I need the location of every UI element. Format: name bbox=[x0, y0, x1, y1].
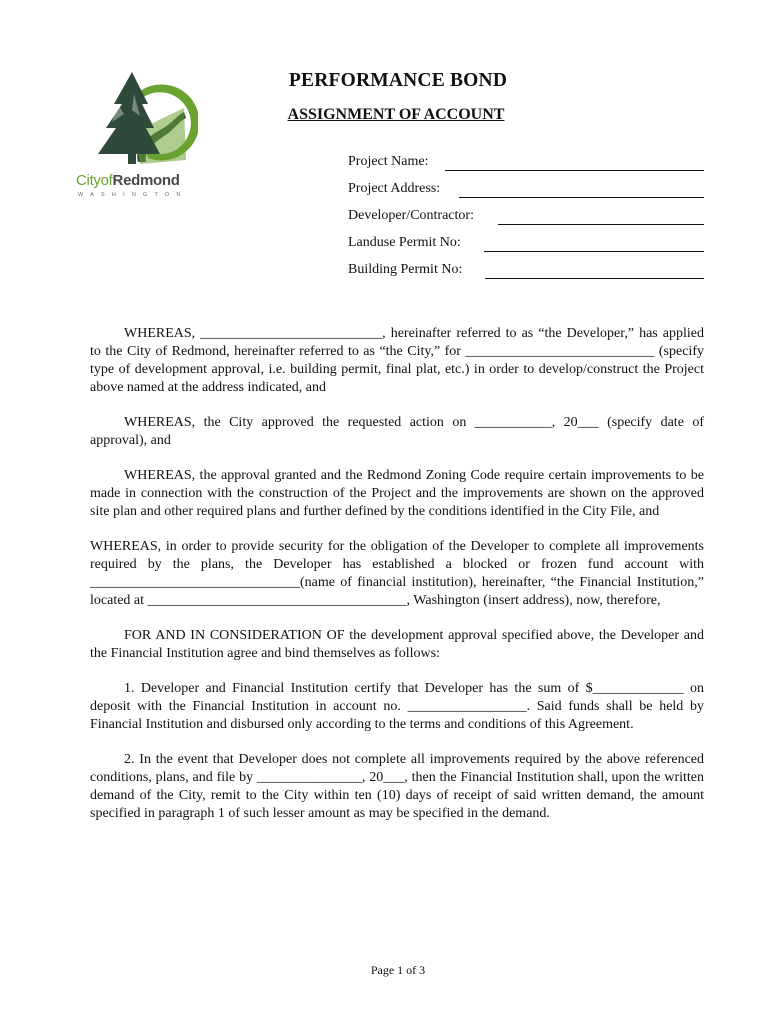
paragraph-whereas-security: WHEREAS, in order to provide security for the obligation of the Developer to complete all improvements required by the plans, the Developer has established a blocked or frozen fund account with ______________________________(name of financial institution), hereinafter, “the Financial Institution,” located at _____________________________________, Washington (insert address), now, therefore, bbox=[90, 539, 704, 608]
paragraph-consideration: FOR AND IN CONSIDERATION OF the development approval specified above, the Developer and the Financial Institution agree and bind themselves as follows: bbox=[90, 628, 704, 661]
field-label: Project Name: bbox=[348, 154, 429, 169]
field-blank-line[interactable] bbox=[459, 197, 704, 198]
landuse-permit-field[interactable] bbox=[348, 235, 704, 262]
paragraph-clause-2: 2. In the event that Developer does not complete all improvements required by the above referenced conditions, plans, and file by _______________, 20___, then the Financial Institution shall, upon the written demand of the City, remit to the City within ten (10) days of receipt of said written demand, the amount specified in paragraph 1 of such lesser amount as may be specified in the demand. bbox=[90, 752, 704, 821]
project-info-fields bbox=[348, 154, 704, 289]
paragraph-whereas-approval: WHEREAS, the City approved the requested action on ___________, 20___ (specify date of approval), and bbox=[90, 415, 704, 448]
agreement-body bbox=[90, 325, 704, 840]
field-blank-line[interactable] bbox=[445, 170, 704, 171]
field-label: Building Permit No: bbox=[348, 262, 463, 277]
field-blank-line[interactable] bbox=[484, 251, 704, 252]
logo-wordmark: CityofRedmond bbox=[76, 172, 180, 189]
paragraph-whereas-developer: WHEREAS, __________________________, hereinafter referred to as “the Developer,” has applied to the City of Redmond, hereinafter referred to as “the City,” for ___________________________ (specify type of development approval, i.e. building permit, final plat, etc.) in order to develop/construct the Project above named at the address indicated, and bbox=[90, 326, 704, 395]
page-number: Page 1 of 3 bbox=[370, 963, 426, 977]
page-subtitle: ASSIGNMENT OF ACCOUNT bbox=[287, 106, 505, 123]
developer-contractor-field[interactable] bbox=[348, 208, 704, 235]
field-label: Developer/Contractor: bbox=[348, 208, 474, 223]
building-permit-field[interactable] bbox=[348, 262, 704, 289]
field-blank-line[interactable] bbox=[485, 278, 704, 279]
field-label: Landuse Permit No: bbox=[348, 235, 461, 250]
field-label: Project Address: bbox=[348, 181, 441, 196]
project-name-field[interactable] bbox=[348, 154, 704, 181]
paragraph-clause-1: 1. Developer and Financial Institution certify that Developer has the sum of $_____________ on deposit with the Financial Institution in account no. _________________. Said funds shall be held by Financial Institution and disbursed only according to the terms and conditions of this Agreement. bbox=[90, 681, 704, 732]
field-blank-line[interactable] bbox=[498, 224, 704, 225]
paragraph-whereas-zoning: WHEREAS, the approval granted and the Redmond Zoning Code require certain improvements to be made in connection with the construction of the Project and the improvements are shown on the approved site plan and other required plans and further defined by the conditions identified in the City File, and bbox=[90, 468, 704, 519]
project-address-field[interactable] bbox=[348, 181, 704, 208]
page-title: PERFORMANCE BOND bbox=[288, 70, 508, 91]
logo-state: WASHINGTON bbox=[78, 192, 188, 198]
